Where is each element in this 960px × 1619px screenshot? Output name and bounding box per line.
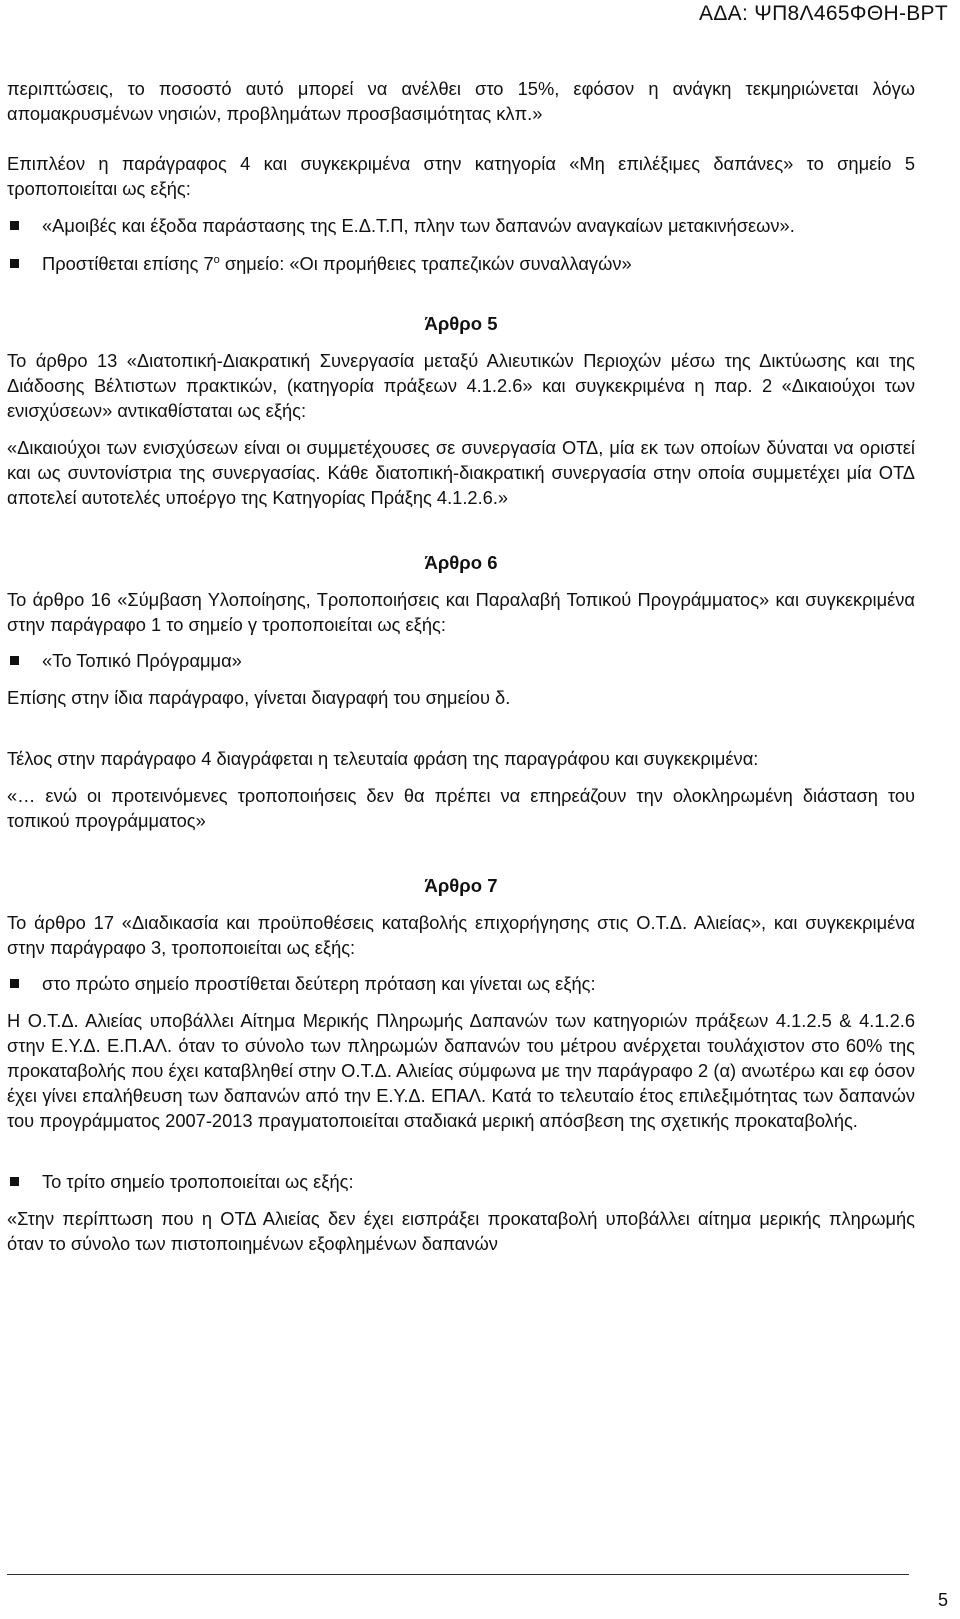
bullet-item bbox=[7, 648, 915, 673]
bullet-square-icon bbox=[10, 259, 19, 268]
bullet-text: «Αμοιβές και έξοδα παράστασης της Ε.Δ.Τ.Π, πλην των δαπανών αναγκαίων μετακινήσεων». bbox=[42, 215, 795, 236]
bullet-item bbox=[7, 1169, 915, 1194]
paragraph-amendment-intro: Επιπλέον η παράγραφος 4 και συγκεκριμένα στην κατηγορία «Μη επιλέξιμες δαπάνες» το σημείο 5 τροποποιείται ως εξής: bbox=[7, 153, 915, 199]
ada-code: ΑΔΑ: ΨΠ8Λ465ΦΘΗ-ΒΡΤ bbox=[699, 2, 948, 25]
article-7-quote: Η Ο.Τ.Δ. Αλιείας υποβάλλει Αίτημα Μερικής Πληρωμής Δαπανών των κατηγοριών πράξεων 4.1.2.5 & 4.1.2.6 στην Ε.Υ.Δ. Ε.Π.ΑΛ. όταν το σύνολο των πληρωμών δαπανών του μέτρου ανέρχεται τουλάχιστον στο 60% της προκαταβολής που έχει καταβληθεί στην Ο.Τ.Δ. Αλιείας σύμφωνα με την παράγραφο 2 (α) ανωτέρω και εφ όσον έχει γίνει επαλήθευση των δαπανών από την Ε.Υ.Δ. ΕΠΑΛ. Κατά το τελευταίο έτος επιλεξιμότητας των δαπανών του προγράμματος 2007-2013 πραγματοποιείται σταδιακά μερική απόσβεση της σχετικής προκαταβολής. bbox=[7, 1010, 915, 1131]
bullet-text: Το τρίτο σημείο τροποποιείται ως εξής: bbox=[42, 1171, 354, 1192]
bullet-square-icon bbox=[10, 221, 19, 230]
article-7-paragraph: Το άρθρο 17 «Διαδικασία και προϋποθέσεις καταβολής επιχορήγησης στις Ο.Τ.Δ. Αλιείας», και συγκεκριμένα στην παράγραφο 3, τροποποιείται ως εξής: bbox=[7, 912, 915, 958]
bullet-item bbox=[7, 213, 915, 238]
bullet-square-icon bbox=[10, 656, 19, 665]
paragraph-continuation: περιπτώσεις, το ποσοστό αυτό μπορεί να ανέλθει στο 15%, εφόσον η ανάγκη τεκμηριώνεται λόγω απομακρυσμένων νησιών, προβλημάτων προσβασιμότητας κλπ.» bbox=[7, 78, 915, 124]
bullet-item bbox=[7, 251, 915, 276]
article-5-heading: Άρθρο 5 bbox=[424, 313, 498, 334]
article-6-paragraph: Το άρθρο 16 «Σύμβαση Υλοποίησης, Τροποποιήσεις και Παραλαβή Τοπικού Προγράμματος» και συγκεκριμένα στην παράγραφο 1 το σημείο γ τροποποιείται ως εξής: bbox=[7, 589, 915, 635]
article-6-final: Τέλος στην παράγραφο 4 διαγράφεται η τελευταία φράση της παραγράφου και συγκεκριμένα: bbox=[7, 748, 759, 769]
document-body bbox=[7, 76, 915, 1256]
bullet-square-icon bbox=[10, 1177, 19, 1186]
bullet-item bbox=[7, 971, 915, 996]
article-7-quote-2: «Στην περίπτωση που η ΟΤΔ Αλιείας δεν έχει εισπράξει προκαταβολή υποβάλλει αίτημα μερικής πληρωμής όταν το σύνολο των πιστοποιημένων εξοφλημένων δαπανών bbox=[7, 1208, 915, 1254]
bullet-square-icon bbox=[10, 979, 19, 988]
bullet-text: «Το Τοπικό Πρόγραμμα» bbox=[42, 650, 242, 671]
page-number: 5 bbox=[937, 1590, 948, 1610]
bullet-text: στο πρώτο σημείο προστίθεται δεύτερη πρόταση και γίνεται ως εξής: bbox=[42, 973, 596, 994]
article-5-quote: «Δικαιούχοι των ενισχύσεων είναι οι συμμετέχουσες σε συνεργασία ΟΤΔ, μία εκ των οποίων δύναται να οριστεί και ως συντονίστρια της συνεργασίας. Κάθε διατοπική-διακρατική συνεργασία στην οποία συμμετέχει μία ΟΤΔ αποτελεί αυτοτελές υποέργο της Κατηγορίας Πράξης 4.1.2.6.» bbox=[7, 437, 915, 508]
article-5-paragraph: Το άρθρο 13 «Διατοπική-Διακρατική Συνεργασία μεταξύ Αλιευτικών Περιοχών μέσω της Δικτύωσης και της Διάδοσης Βέλτιστων πρακτικών, (κατηγορία πράξεων 4.1.2.6» και συγκεκριμένα η παρ. 2 «Δικαιούχοι των ενισχύσεων» αντικαθίσταται ως εξής: bbox=[7, 350, 915, 421]
article-6-deletion: Επίσης στην ίδια παράγραφο, γίνεται διαγραφή του σημείου δ. bbox=[7, 687, 511, 708]
article-7-heading: Άρθρο 7 bbox=[424, 875, 498, 896]
article-6-quote: «… ενώ οι προτεινόμενες τροποποιήσεις δεν θα πρέπει να επηρεάζουν την ολοκληρωμένη διάσταση του τοπικού προγράμματος» bbox=[7, 785, 915, 831]
article-6-heading: Άρθρο 6 bbox=[424, 552, 498, 573]
bullet-text: Προστίθεται επίσης $7^o$ σημείο: «Οι προμήθειες τραπεζικών συναλλαγών» bbox=[42, 253, 632, 274]
footer-divider bbox=[7, 1574, 909, 1575]
